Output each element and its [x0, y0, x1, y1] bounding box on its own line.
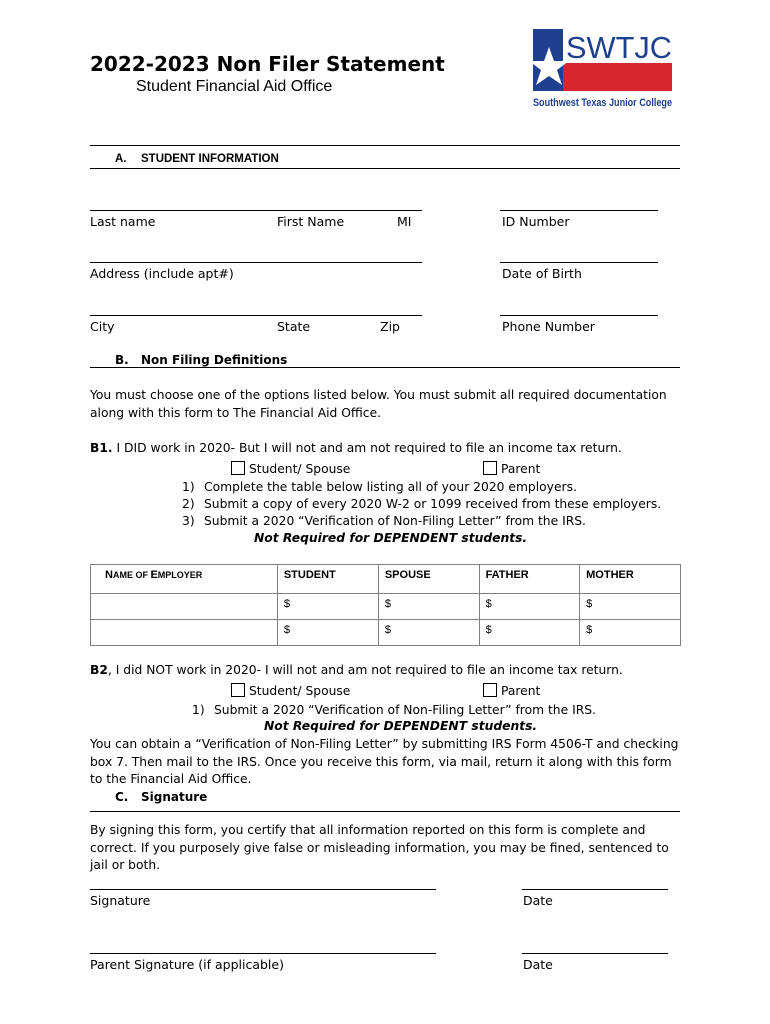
b2-student-option[interactable]: [231, 683, 350, 698]
section-c-heading: [115, 790, 207, 804]
section-a-heading: [115, 153, 279, 165]
b1-steps-list: [182, 479, 661, 530]
b1-parent-label: Parent: [501, 462, 541, 476]
employer-name-header: NAME OF EMPLOYER: [91, 565, 278, 594]
parent-signature-input-line[interactable]: [90, 953, 436, 954]
section-b-rule: [90, 367, 680, 368]
section-b-intro: You must choose one of the options listed below. You must submit all required documentation along with this form to The Financial Aid Office.: [90, 388, 667, 420]
certify-statement: By signing this form, you certify that all information reported on this form is complete and correct. If you purposely give false or misleading information, you may be fined, sentenced to jail or both.: [90, 823, 669, 872]
b2-student-label: Student/ Spouse: [249, 684, 351, 698]
mother-header: MOTHER: [580, 565, 681, 594]
b1-step: 1) Complete the table below listing all of your 2020 employers.: [182, 480, 577, 494]
mi-label: MI: [397, 214, 412, 229]
logo-abbrev: SWTJC: [566, 30, 672, 65]
id-number-input-line[interactable]: [500, 210, 658, 211]
table-row: [91, 594, 681, 620]
spouse-header: SPOUSE: [378, 565, 479, 594]
spouse-amount-cell[interactable]: $: [378, 620, 479, 646]
parent-date-label: Date: [523, 957, 553, 972]
b1-student-option[interactable]: [231, 461, 350, 476]
phone-label: Phone Number: [502, 319, 595, 334]
b1-parent-option[interactable]: [483, 461, 540, 476]
mother-amount-cell[interactable]: $: [580, 594, 681, 620]
first-name-label: First Name: [277, 214, 345, 229]
parent-signature-label: Parent Signature (if applicable): [90, 957, 284, 972]
section-c-title: Signature: [141, 790, 208, 804]
signature-input-line[interactable]: [90, 889, 436, 890]
b1-step: 2) Submit a copy of every 2020 W-2 or 1099 received from these employers.: [182, 497, 662, 511]
name-input-line[interactable]: [90, 210, 422, 211]
swtjc-logo: [531, 27, 674, 112]
phone-input-line[interactable]: [500, 315, 658, 316]
dob-label: Date of Birth: [502, 266, 582, 281]
b2-parent-label: Parent: [501, 684, 541, 698]
city-label: City: [90, 319, 115, 334]
section-b-title: Non Filing Definitions: [141, 353, 288, 367]
b2-parent-checkbox[interactable]: [483, 683, 497, 697]
spouse-amount-cell[interactable]: $: [378, 594, 479, 620]
b1-parent-checkbox[interactable]: [483, 461, 497, 475]
parent-date-input-line[interactable]: [522, 953, 668, 954]
b2-student-checkbox[interactable]: [231, 683, 245, 697]
student-amount-cell[interactable]: $: [277, 594, 378, 620]
section-a-title: STUDENT INFORMATION: [141, 153, 279, 165]
employer-table-header: [91, 565, 681, 594]
address-label: Address (include apt#): [90, 266, 234, 281]
student-header: STUDENT: [277, 565, 378, 594]
state-label: State: [277, 319, 311, 334]
b1-statement: [90, 440, 685, 458]
b1-label: B1.: [90, 441, 113, 455]
logo-red-bar: [563, 63, 672, 91]
last-name-label: Last name: [90, 214, 156, 229]
date-label: Date: [523, 893, 553, 908]
employer-table: [90, 564, 681, 646]
employer-name-cell[interactable]: [91, 620, 278, 646]
address-input-line[interactable]: [90, 262, 422, 263]
b1-student-checkbox[interactable]: [231, 461, 245, 475]
father-amount-cell[interactable]: $: [479, 594, 580, 620]
section-c-letter: C.: [115, 790, 129, 804]
section-a-letter: A.: [115, 153, 127, 165]
table-row: [91, 620, 681, 646]
signature-label: Signature: [90, 893, 151, 908]
b2-statement: [90, 662, 685, 680]
page-subtitle: Student Financial Aid Office: [136, 78, 333, 95]
student-amount-cell[interactable]: $: [277, 620, 378, 646]
section-b-heading: [115, 353, 287, 367]
section-c-rule: [90, 811, 680, 812]
b2-label: B2: [90, 663, 108, 677]
section-b-letter: B.: [115, 353, 129, 367]
b1-step: 3) Submit a 2020 “Verification of Non-Filing Letter” from the IRS.: [182, 514, 586, 528]
zip-label: Zip: [380, 319, 400, 334]
father-header: FATHER: [479, 565, 580, 594]
section-a-bottom-rule: [90, 168, 680, 169]
b1-student-label: Student/ Spouse: [249, 462, 351, 476]
id-number-label: ID Number: [502, 214, 570, 229]
date-input-line[interactable]: [522, 889, 668, 890]
b2-text: , I did NOT work in 2020- I will not and am not required to file an income tax return.: [107, 663, 623, 677]
b1-text: I DID work in 2020- But I will not and am not required to file an income tax return.: [112, 441, 622, 455]
employer-name-cell[interactable]: [91, 594, 278, 620]
page-title: 2022-2023 Non Filer Statement: [90, 52, 445, 76]
b2-dependent-note: Not Required for DEPENDENT students.: [264, 719, 538, 733]
b2-info: You can obtain a “Verification of Non-Filing Letter” by submitting IRS Form 4506-T and checking box 7. Then mail to the IRS. Once you receive this form, via mail, return it along with this form to the Financial Aid Office.: [90, 737, 679, 786]
logo-college-name: Southwest Texas Junior College: [533, 97, 672, 109]
b1-dependent-note: Not Required for DEPENDENT students.: [254, 531, 528, 545]
section-a-top-rule: [90, 145, 680, 146]
city-state-zip-input-line[interactable]: [90, 315, 422, 316]
b2-step: 1) Submit a 2020 “Verification of Non-Filing Letter” from the IRS.: [192, 703, 596, 717]
b2-parent-option[interactable]: [483, 683, 540, 698]
mother-amount-cell[interactable]: $: [580, 620, 681, 646]
dob-input-line[interactable]: [500, 262, 658, 263]
father-amount-cell[interactable]: $: [479, 620, 580, 646]
